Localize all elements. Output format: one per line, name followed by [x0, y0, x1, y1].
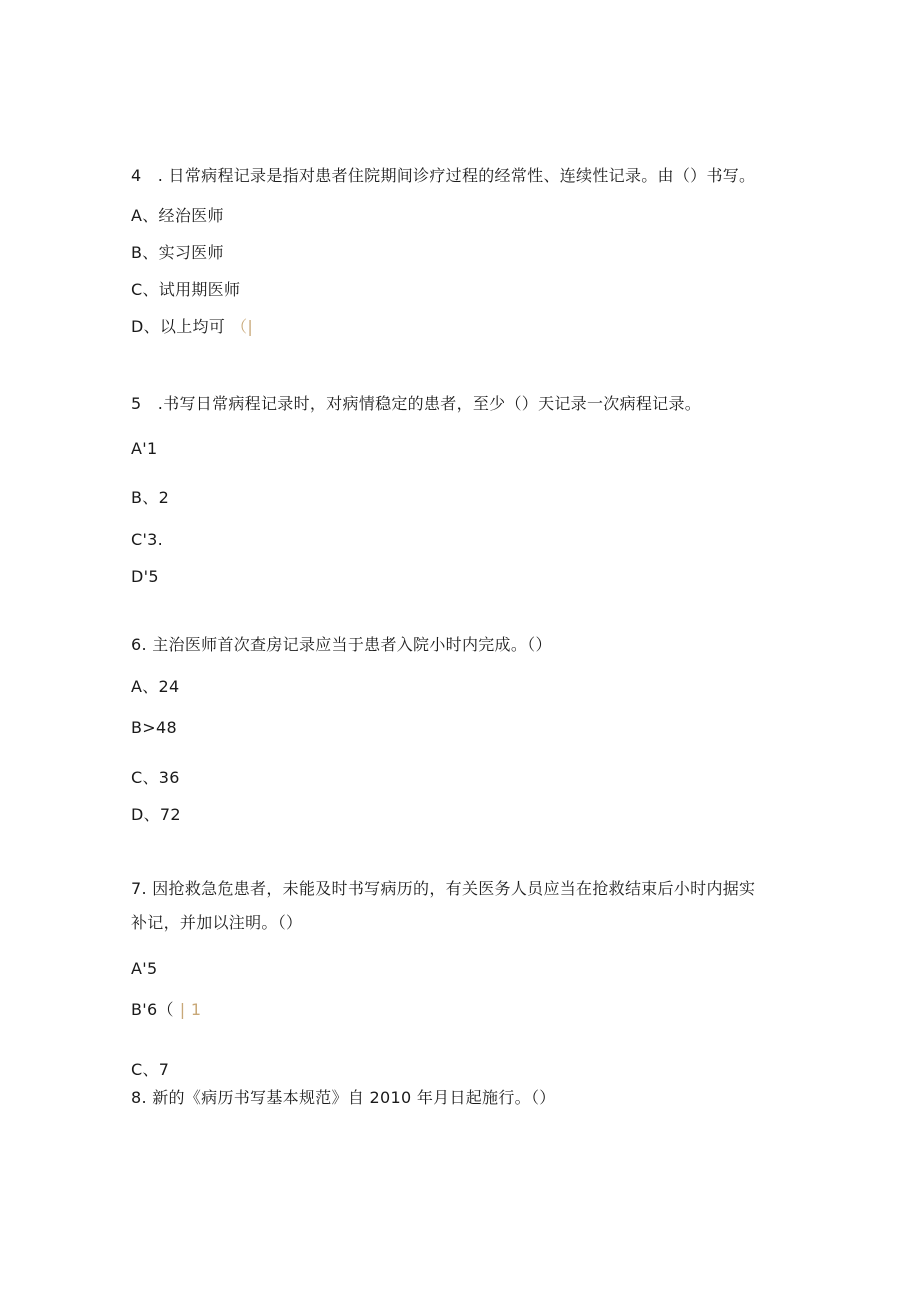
question-6-option-d: D、72	[131, 805, 181, 824]
question-7-stem-line-2: 补记，并加以注明。（）	[131, 913, 303, 932]
question-4-option-c: C、试用期医师	[131, 280, 241, 299]
question-7-option-b-row	[131, 1000, 201, 1020]
question-6-stem: 6. 主治医师首次查房记录应当于患者入院小时内完成。（）	[131, 635, 552, 654]
question-6-option-b: B>48	[131, 718, 177, 737]
question-4-stem: 4 . 日常病程记录是指对患者住院期间诊疗过程的经常性、连续性记录。由（）书写。	[131, 166, 756, 185]
question-5-option-d: D'5	[131, 567, 159, 586]
question-6-option-c: C、36	[131, 768, 180, 787]
question-5-option-b: B、2	[131, 488, 170, 507]
question-7-option-b-mark: | 1	[179, 1000, 202, 1019]
question-7-option-c: C、7	[131, 1060, 170, 1079]
question-7-option-b: B'6（	[131, 1000, 174, 1019]
question-8-stem: 8. 新的《病历书写基本规范》自 2010 年月日起施行。（）	[131, 1088, 556, 1107]
question-4-option-a: A、经治医师	[131, 206, 224, 225]
question-6-option-a: A、24	[131, 677, 180, 696]
question-4-option-d: D、以上均可	[131, 317, 226, 336]
question-5-option-c: C'3.	[131, 530, 164, 549]
question-7-stem-line-1: 7. 因抢救急危患者，未能及时书写病历的，有关医务人员应当在抢救结束后小时内据实	[131, 879, 756, 898]
question-7-option-a: A'5	[131, 959, 158, 978]
question-5-option-a: A'1	[131, 439, 158, 458]
question-4-option-d-mark: （|	[231, 317, 254, 336]
question-4-option-b: B、实习医师	[131, 243, 224, 262]
question-5-stem: 5 .书写日常病程记录时，对病情稳定的患者，至少（）天记录一次病程记录。	[131, 394, 702, 413]
question-4-option-d-row	[131, 317, 253, 337]
